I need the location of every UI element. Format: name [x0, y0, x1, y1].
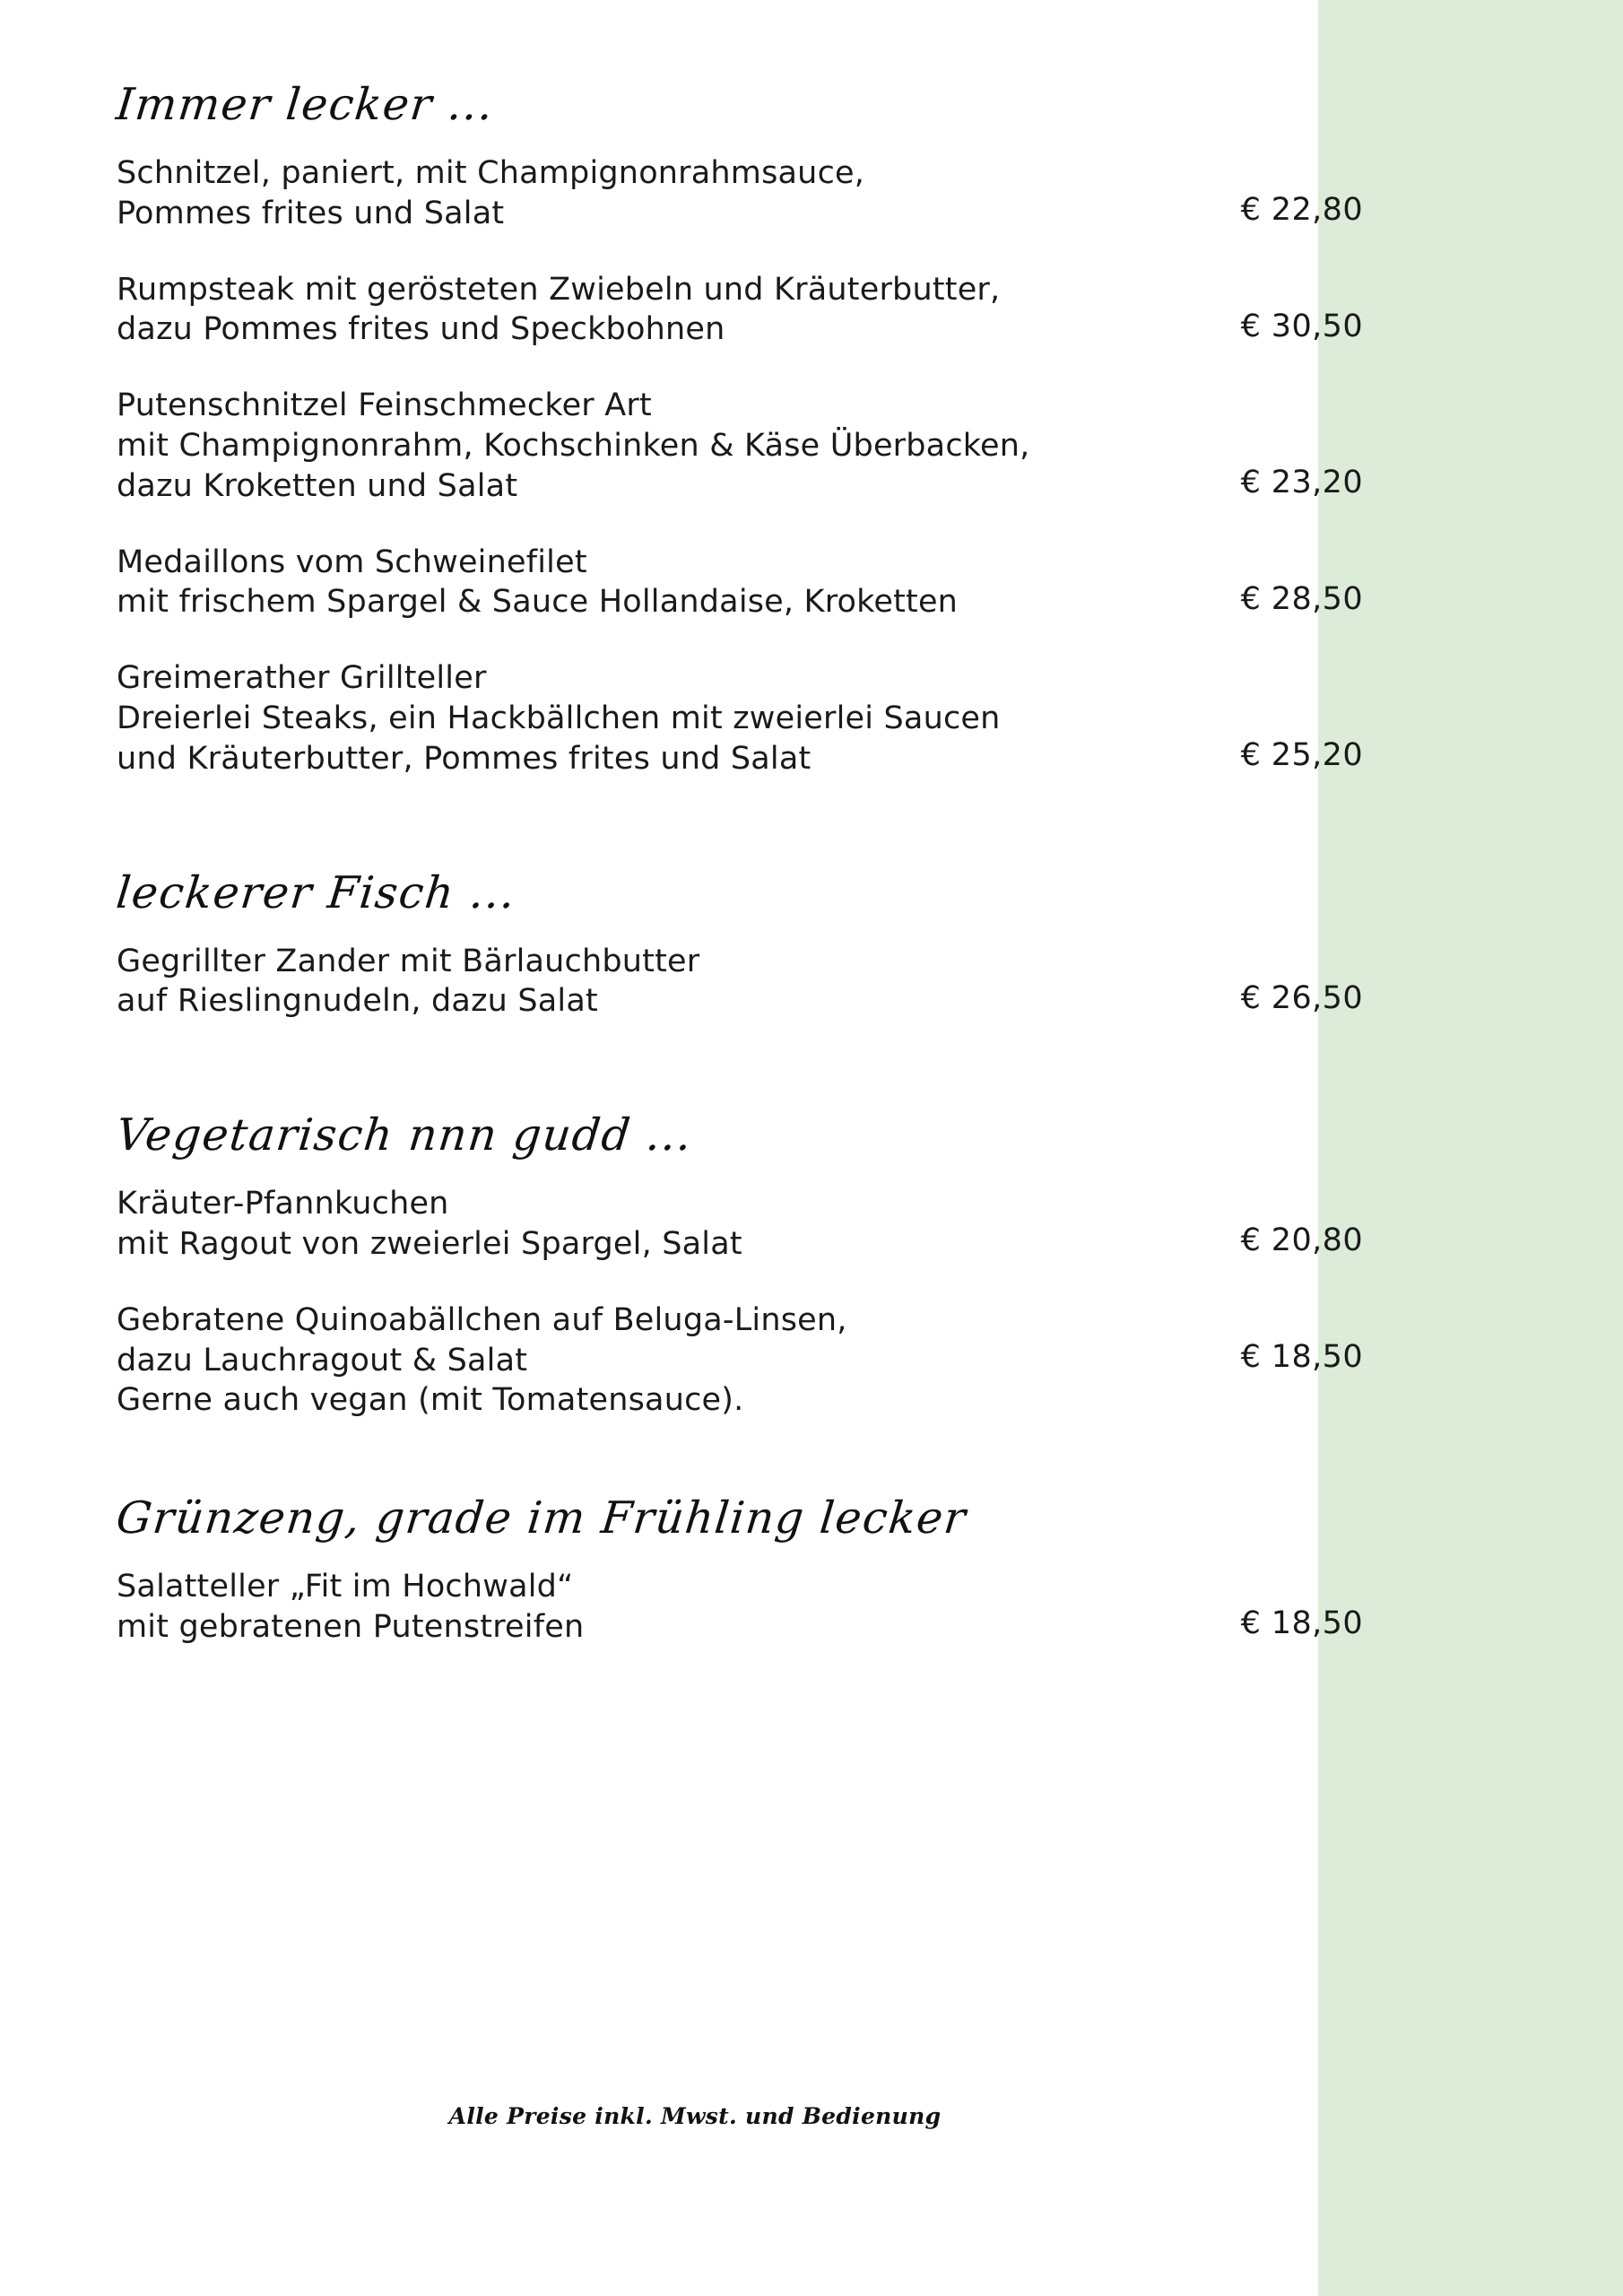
menu-item-description: [117, 658, 1001, 778]
section-heading: Grünzeng, grade im Frühling lecker: [114, 1492, 969, 1544]
section-heading: leckerer Fisch ...: [114, 866, 519, 918]
menu-item-description: [117, 1567, 584, 1648]
section-heading: Vegetarisch nnn gudd ...: [114, 1109, 696, 1161]
menu-item-price: € 22,80: [1240, 192, 1363, 228]
section-spacer: [117, 1457, 1524, 1492]
menu-item-description: [117, 1184, 742, 1265]
menu-item-description: [117, 386, 1029, 506]
menu-item-line: mit gebratenen Putenstreifen: [117, 1608, 585, 1645]
menu-item-list: [117, 1567, 1524, 1648]
menu-item: [117, 1184, 1524, 1265]
menu-item-line: dazu Kroketten und Salat: [117, 467, 518, 504]
section-heading: Immer lecker ...: [114, 79, 497, 130]
menu-item: [117, 386, 1524, 506]
menu-item-list: [117, 1184, 1524, 1421]
menu-item-line: Rumpsteak mit gerösteten Zwiebeln und Kräuterbutter,: [117, 271, 1001, 308]
menu-section-leckerer-fisch: [114, 866, 1524, 1022]
menu-item-line: auf Rieslingnudeln, dazu Salat: [117, 983, 598, 1020]
menu-item-line: Kräuter-Pfannkuchen: [117, 1186, 449, 1222]
menu-item: [117, 658, 1524, 778]
menu-item-price: € 20,80: [1240, 1222, 1363, 1259]
menu-item-line: Putenschnitzel Feinschmecker Art: [117, 387, 652, 424]
menu-item-line: Medaillons vom Schweinefilet: [117, 544, 587, 580]
section-spacer: [117, 1057, 1524, 1109]
menu-section-immer-lecker: [114, 79, 1524, 779]
menu-item-line: Gegrillter Zander mit Bärlauchbutter: [117, 943, 700, 979]
menu-item: [117, 153, 1524, 234]
menu-item-price: € 18,50: [1240, 1338, 1363, 1375]
menu-item-line: und Kräuterbutter, Pommes frites und Salat: [117, 740, 812, 777]
menu-item-line: Dreierlei Steaks, ein Hackbällchen mit zweierlei Saucen: [117, 700, 1001, 736]
menu-item-line: Salatteller „Fit im Hochwald“: [117, 1569, 574, 1605]
menu-item-line: mit Champignonrahm, Kochschinken & Käse Überbacken,: [117, 427, 1030, 464]
menu-item-line: mit Ragout von zweierlei Spargel, Salat: [117, 1225, 742, 1262]
menu-item: [117, 1567, 1524, 1648]
menu-item: [117, 942, 1524, 1022]
section-spacer: [117, 815, 1524, 867]
menu-item-line: mit frischem Spargel & Sauce Hollandaise, Kroketten: [117, 584, 959, 621]
menu-item-price: € 28,50: [1240, 580, 1363, 617]
menu-item-description: [117, 543, 958, 623]
menu-item-line: Greimerather Grillteller: [117, 660, 487, 697]
menu-item-price: € 23,20: [1240, 465, 1363, 501]
menu-section-vegetarisch: [114, 1109, 1524, 1421]
menu-item-price: € 25,20: [1240, 737, 1363, 774]
price-disclaimer: Alle Preise inkl. Mwst. und Bedienung: [448, 2103, 942, 2129]
menu-item-line: Gebratene Quinoabällchen auf Beluga-Linsen,: [117, 1301, 847, 1338]
menu-item-price: € 18,50: [1240, 1605, 1363, 1642]
menu-item-description: [117, 1300, 847, 1421]
menu-item-description: [117, 942, 699, 1022]
menu-item-price: € 30,50: [1240, 308, 1363, 344]
menu-item: [117, 1300, 1524, 1421]
menu-item: [117, 270, 1524, 351]
menu-item-line: dazu Lauchragout & Salat: [117, 1342, 528, 1378]
menu-item-line: Gerne auch vegan (mit Tomatensauce).: [117, 1382, 744, 1419]
menu-item-description: [117, 153, 864, 234]
menu-item-price: € 26,50: [1240, 979, 1363, 1016]
menu-item-list: [117, 153, 1524, 779]
menu-item-list: [117, 942, 1524, 1022]
menu-section-gruenzeng: [114, 1492, 1524, 1648]
menu-item-line: Schnitzel, paniert, mit Champignonrahmsauce,: [117, 155, 865, 191]
menu-item: [117, 543, 1524, 623]
menu-item-line: Pommes frites und Salat: [117, 195, 505, 231]
menu-item-line: dazu Pommes frites und Speckbohnen: [117, 311, 725, 348]
menu-item-description: [117, 270, 1000, 351]
